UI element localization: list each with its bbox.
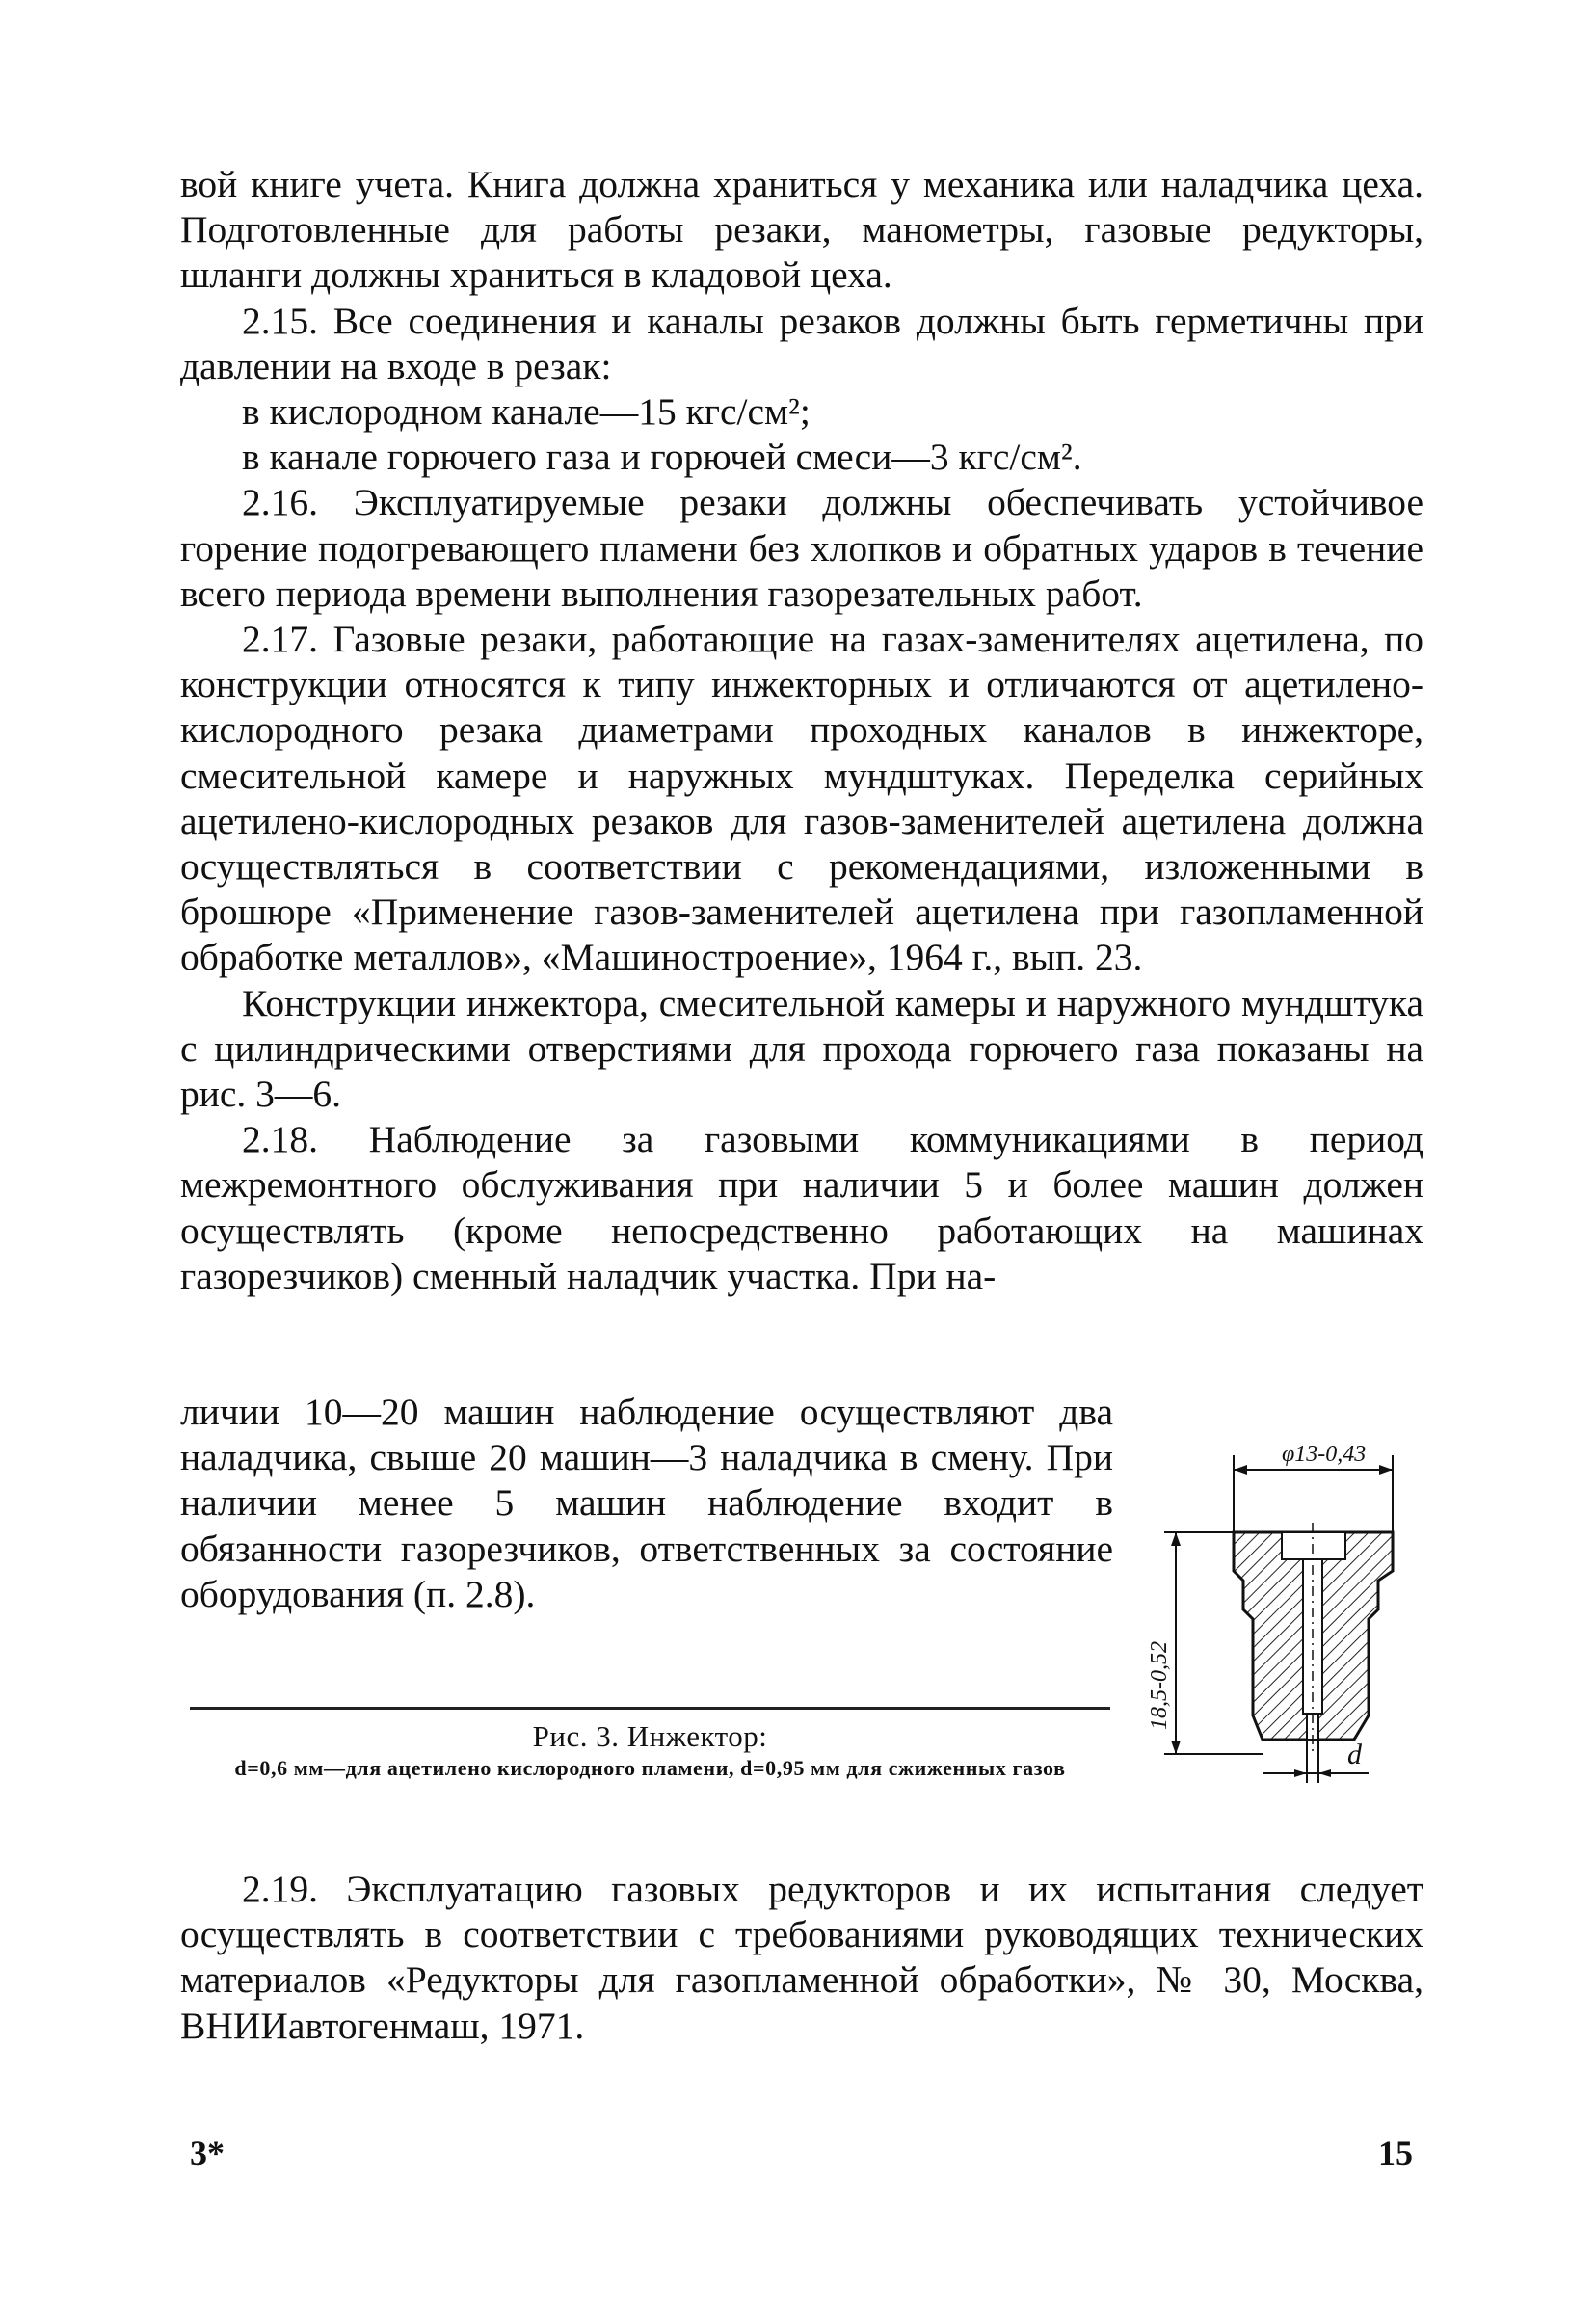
paragraph: в канале горючего газа и горючей смеси—3 кгс/см². bbox=[242, 436, 1082, 479]
text-block-bottom bbox=[180, 1867, 1423, 2049]
paragraph: в кислородном канале—15 кгс/см²; bbox=[242, 390, 811, 434]
paragraph: 2.17. Газовые резаки, работающие на газах-заменителях ацетилена, по конструкции относятся к типу инжекторных и отличаются от ацетилено-кислородного резака диаметрами проходных каналов в инжекторе, смесительной камере и наружных мундштуках. Переделка серийных ацетилено-кислородных резаков для газов-заменителей ацетилена должна осуществляться в соответствии с рекомендациями, изложенными в брошюре «Применение газов-заменителей ацетилена при газопламенной обработке металлов», «Машиностроение», 1964 г., вып. 23. bbox=[180, 618, 1423, 979]
caption-text: d=0,6 мм—для ацетилено кислородного пламени, d=0,95 мм для сжиженных газов bbox=[234, 1756, 1066, 1780]
paragraph: 2.16. Эксплуатируемые резаки должны обеспечивать устойчивое горение подогревающего пламени без хлопков и обратных ударов в течение всего периода времени выполнения газорезательных работ. bbox=[180, 481, 1423, 615]
paragraph: вой книге учета. Книга должна храниться у механика или наладчика цеха. Подготовленные для работы резаки, манометры, газовые редукторы, шланги должны храниться в кладовой цеха. bbox=[180, 163, 1423, 297]
dim-side-label: 18,5-0,52 bbox=[1147, 1641, 1172, 1730]
paragraph: 2.15. Все соединения и каналы резаков должны быть герметичны при давлении на входе в резак: bbox=[180, 299, 1423, 387]
injector-drawing bbox=[1137, 1436, 1436, 1812]
text-block-top bbox=[180, 162, 1423, 1299]
paragraph: 2.19. Эксплуатацию газовых редукторов и их испытания следует осуществлять в соответствии с требованиями руководящих технических материалов «Редукторы для газопламенной обработки», № 30, Москва, ВНИИавтогенмаш, 1971. bbox=[180, 1868, 1423, 2047]
paragraph: 2.18. Наблюдение за газовыми коммуникациями в период межремонтного обслуживания при наличии 5 и более машин должен осуществлять (кроме непосредственно работающих на машинах газорезчиков) сменный наладчик участка. При на- bbox=[180, 1118, 1423, 1297]
text-block-wrap bbox=[180, 1390, 1113, 1617]
figure-caption bbox=[190, 1718, 1110, 1781]
dim-top-label: φ13-0,43 bbox=[1282, 1442, 1367, 1467]
paragraph: Конструкции инжектора, смесительной камеры и наружного мундштука с цилиндрическими отверстиями для прохода горючего газа показаны на рис. 3—6. bbox=[180, 981, 1423, 1116]
caption-divider bbox=[190, 1707, 1110, 1710]
page-number: 15 bbox=[1378, 2134, 1413, 2172]
dim-d-label: d bbox=[1347, 1739, 1362, 1770]
paragraph: личии 10—20 машин наблюдение осуществляют два наладчика, свыше 20 машин—3 наладчика в смену. При наличии менее 5 машин наблюдение входит в обязанности газорезчиков, ответственных за состояние оборудования (п. 2.8). bbox=[180, 1391, 1113, 1615]
caption-title: Рис. 3. Инжектор: bbox=[532, 1719, 768, 1753]
signature-mark: 3* bbox=[190, 2134, 225, 2172]
